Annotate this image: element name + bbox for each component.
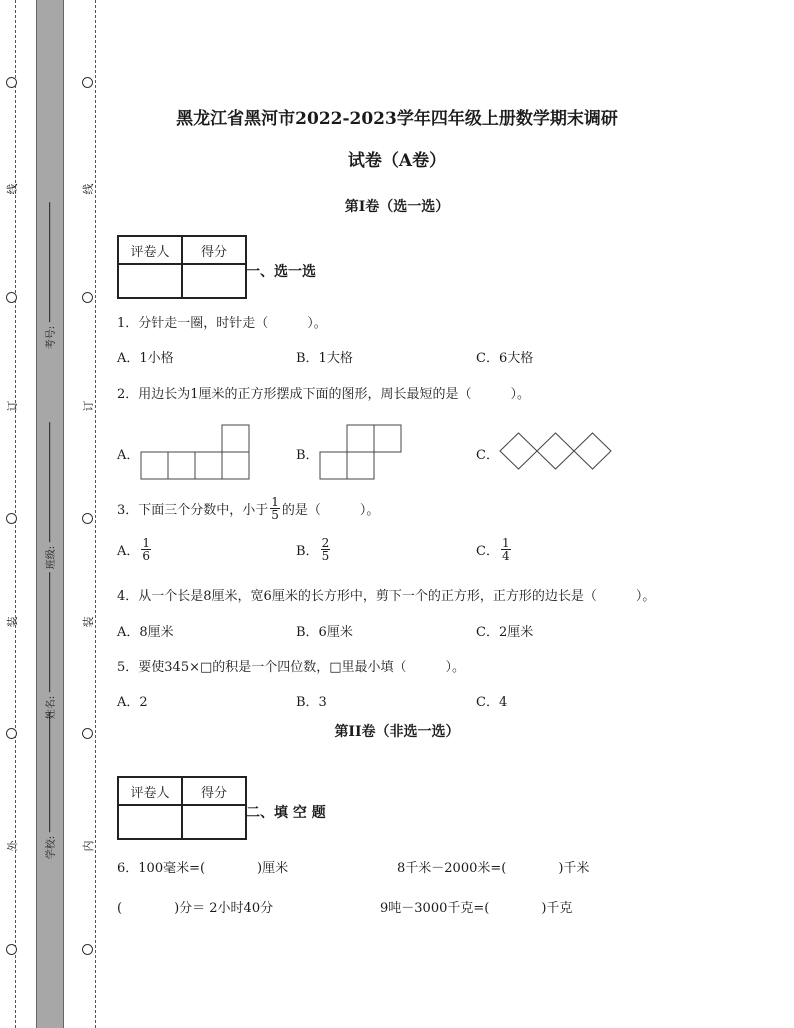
q4-option-a[interactable]: A．8厘米 — [117, 625, 174, 640]
q3-option-b-fraction — [321, 537, 331, 562]
inner-mark-nei: 内 — [82, 840, 95, 852]
q3-option-b[interactable] — [296, 537, 332, 562]
question-5-stem: 5．要使345×□的积是一个四位数，□里最小填（ ）。 — [117, 660, 466, 675]
question-3-stem — [117, 496, 379, 521]
fraction-denominator: 5 — [271, 508, 279, 522]
section-heading-choice: 一、选一选 — [246, 264, 316, 280]
q5-option-c[interactable]: C．4 — [476, 695, 508, 710]
inner-mark-xian: 线 — [82, 183, 95, 195]
exam-title-line2: 试卷（A卷） — [347, 151, 447, 171]
q6-item-mm-to-cm[interactable]: 6．100毫米=( )厘米 — [117, 861, 289, 876]
q2-figure-b — [319, 424, 403, 480]
binding-hole — [6, 77, 17, 88]
q1-option-a[interactable]: A．1小格 — [117, 351, 174, 366]
q3-option-c-fraction — [501, 537, 511, 562]
q3-option-a[interactable] — [117, 537, 153, 562]
q5-option-b[interactable]: B．3 — [296, 695, 327, 710]
q1-option-c[interactable]: C．6大格 — [476, 351, 534, 366]
q3-option-c[interactable] — [476, 537, 513, 562]
binding-hole — [82, 292, 93, 303]
outer-mark-ding: 订 — [6, 400, 19, 412]
outer-mark-zhuang: 装 — [6, 616, 19, 628]
exam-number-line — [50, 201, 51, 321]
q2-figure-c — [499, 432, 615, 472]
q2-option-a-label[interactable]: A． — [117, 448, 140, 463]
score-cell[interactable] — [182, 805, 246, 839]
question-4-stem: 4．从一个长是8厘米，宽6厘米的长方形中，剪下一个的正方形，正方形的边长是（ ）。 — [117, 589, 656, 604]
q1-option-b[interactable]: B．1大格 — [296, 351, 353, 366]
inner-mark-zhuang: 装 — [82, 616, 95, 628]
q5-option-a[interactable]: A．2 — [117, 695, 148, 710]
q2-option-c-label[interactable]: C． — [476, 448, 499, 463]
score-cell[interactable] — [182, 264, 246, 298]
q3-stem-fraction — [270, 496, 280, 521]
class-line — [50, 421, 51, 541]
question-2-stem: 2．用边长为1厘米的正方形摆成下面的图形，周长最短的是（ ）。 — [117, 387, 531, 402]
q4-option-b[interactable]: B．6厘米 — [296, 625, 353, 640]
exam-number-label: 考号: — [46, 325, 58, 349]
q3-option-c-label: C． — [476, 544, 499, 559]
exam-title-line1: 黑龙江省黑河市2022-2023学年四年级上册数学期末调研 — [176, 109, 618, 129]
q6-item-km-minus-m[interactable]: 8千米－2000米=( )千米 — [397, 861, 590, 876]
score-table-part2 — [117, 776, 247, 840]
grader-cell[interactable] — [118, 805, 182, 839]
q3-option-a-label: A． — [117, 544, 140, 559]
name-line — [50, 571, 51, 691]
fraction-denominator: 4 — [501, 549, 510, 563]
section-heading-fill-blank: 二、填 空 题 — [246, 805, 326, 821]
question-1-stem: 1．分针走一圈，时针走（ ）。 — [117, 316, 327, 331]
q3-option-a-fraction — [141, 537, 151, 562]
binding-hole — [6, 513, 17, 524]
binding-hole — [82, 944, 93, 955]
fraction-numerator: 1 — [271, 495, 279, 509]
fraction-numerator: 2 — [321, 536, 330, 550]
fraction-denominator: 5 — [321, 549, 330, 563]
grader-header: 评卷人 — [118, 777, 182, 805]
binding-hole — [82, 77, 93, 88]
q4-option-c[interactable]: C．2厘米 — [476, 625, 534, 640]
score-header: 得分 — [182, 777, 246, 805]
outer-mark-xian: 线 — [6, 183, 19, 195]
score-table-part1 — [117, 235, 247, 299]
name-label: 姓名: — [46, 695, 58, 719]
q6-item-hours-to-min[interactable]: ( )分＝ 2小时40分 — [117, 901, 274, 916]
binding-hole — [82, 513, 93, 524]
grader-cell[interactable] — [118, 264, 182, 298]
part1-title: 第I卷（选一选） — [344, 199, 450, 215]
fraction-numerator: 1 — [501, 536, 510, 550]
q2-figure-a — [140, 424, 250, 480]
q3-stem-before: 3．下面三个分数中，小于 — [117, 503, 269, 518]
score-header: 得分 — [182, 236, 246, 264]
q2-option-b-label[interactable]: B． — [296, 448, 319, 463]
grader-header: 评卷人 — [118, 236, 182, 264]
q6-item-ton-minus-kg[interactable]: 9吨－3000千克=( )千克 — [380, 901, 573, 916]
q3-option-b-label: B． — [296, 544, 319, 559]
fraction-numerator: 1 — [142, 536, 151, 550]
fraction-denominator: 6 — [142, 549, 151, 563]
inner-mark-ding: 订 — [82, 400, 95, 412]
class-field[interactable] — [40, 410, 60, 580]
part2-title: 第II卷（非选一选） — [334, 724, 460, 740]
school-label: 学校: — [46, 835, 58, 859]
outer-mark-wai: 外 — [6, 840, 19, 852]
class-label: 班级: — [46, 545, 58, 569]
binding-hole — [6, 292, 17, 303]
q3-stem-after: 的是（ ）。 — [281, 503, 380, 518]
binding-hole — [6, 944, 17, 955]
